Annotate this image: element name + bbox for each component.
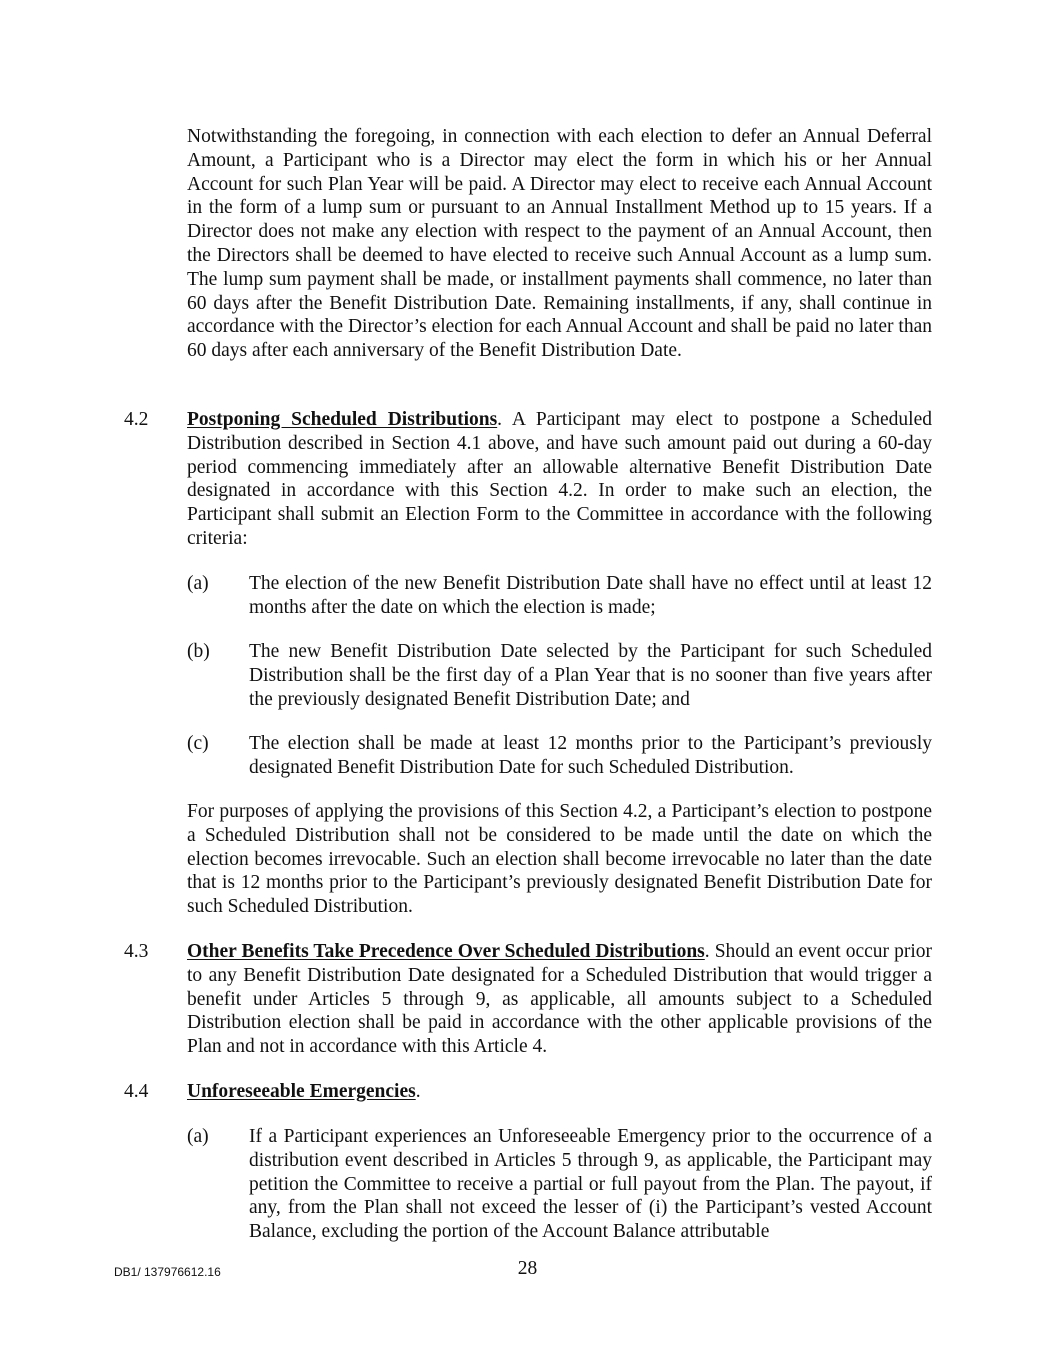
section-4-3-text: . Should an event occur prior to any Benefit Distribution Date designated for a Scheduled Distribution that would trigger a benefit under Articles 5 through 9, as applicable, all amounts subject to a Scheduled Distribution election shall be paid in accordance with the other applicable provisions of the Plan and not in accordance with this Article 4. [187,941,932,1058]
section-4-2-item-a-text: The election of the new Benefit Distribution Date shall have no effect until at least 12 months after the date on which the election is made; [249,573,932,618]
section-4-4-item-a-text: If a Participant experiences an Unforeseeable Emergency prior to the occurrence of a distribution event described in Articles 5 through 9, as applicable, the Participant may petition the Committee to receive a partial or full payout from the Plan. The payout, if any, from the Plan shall not exceed the lesser of (i) the Participant’s vested Account Balance, excluding the portion of the Account Balance attributable [249,1126,932,1243]
section-4-2-item-b-label: (b) [187,641,210,662]
section-4-2-item-c-text: The election shall be made at least 12 months prior to the Participant’s previously designated Benefit Distribution Date for such Scheduled Distribution. [249,733,932,778]
section-4-2-item-b-text: The new Benefit Distribution Date selected by the Participant for such Scheduled Distribution shall be the first day of a Plan Year that is no sooner than five years after the previously designated Benefit Distribution Date; and [249,641,932,710]
footer-document-id: DB1/ 137976612.16 [114,1265,221,1279]
section-4-3-paragraph [187,940,932,1059]
intro-paragraph: Notwithstanding the foregoing, in connection with each election to defer an Annual Deferral Amount, a Participant who is a Director may elect the form in which his or her Annual Account for such Plan Year will be paid. A Director may elect to receive each Annual Account in the form of a lump sum or pursuant to an Annual Installment Method up to 15 years. If a Director does not make any election with respect to the payment of an Annual Account, then the Directors shall be deemed to have elected to receive such Annual Account as a lump sum. The lump sum payment shall be made, or installment payments shall commence, no later than 60 days after the Benefit Distribution Date. Remaining installments, if any, shall continue in accordance with the Director’s election for each Annual Account and shall be paid no later than 60 days after each anniversary of the Benefit Distribution Date. [187,126,932,362]
section-4-2-item-c-label: (c) [187,733,209,754]
page-number: 28 [517,1258,538,1279]
section-4-4-number: 4.4 [124,1081,149,1102]
section-4-4-paragraph [187,1080,932,1104]
section-4-2-closing-paragraph: For purposes of applying the provisions of this Section 4.2, a Participant’s election to postpone a Scheduled Distribution shall not be considered to be made until the date on which the election becomes irrevocable. Such an election shall become irrevocable no later than the date that is 12 months prior to the Participant’s previously designated Benefit Distribution Date for such Scheduled Distribution. [187,801,932,918]
section-4-4-item-a-label: (a) [187,1126,209,1147]
section-4-2-heading: Postponing Scheduled Distributions [187,409,498,430]
section-4-2-text: . A Participant may elect to postpone a Scheduled Distribution described in Section 4.1 above, and have such amount paid out during a 60-day period commencing immediately after an allowable alternative Benefit Distribution Date designated in accordance with this Section 4.2. In order to make such an election, the Participant shall submit an Election Form to the Committee in accordance with the following criteria: [187,409,932,549]
section-4-4-text: . [415,1081,421,1102]
section-4-2-item-a-label: (a) [187,573,209,594]
section-4-2-number: 4.2 [124,409,149,430]
section-4-2-paragraph [187,408,932,551]
section-4-4-heading: Unforeseeable Emergencies [187,1081,416,1102]
section-4-3-number: 4.3 [124,941,149,962]
section-4-3-heading: Other Benefits Take Precedence Over Scheduled Distributions [187,941,705,962]
